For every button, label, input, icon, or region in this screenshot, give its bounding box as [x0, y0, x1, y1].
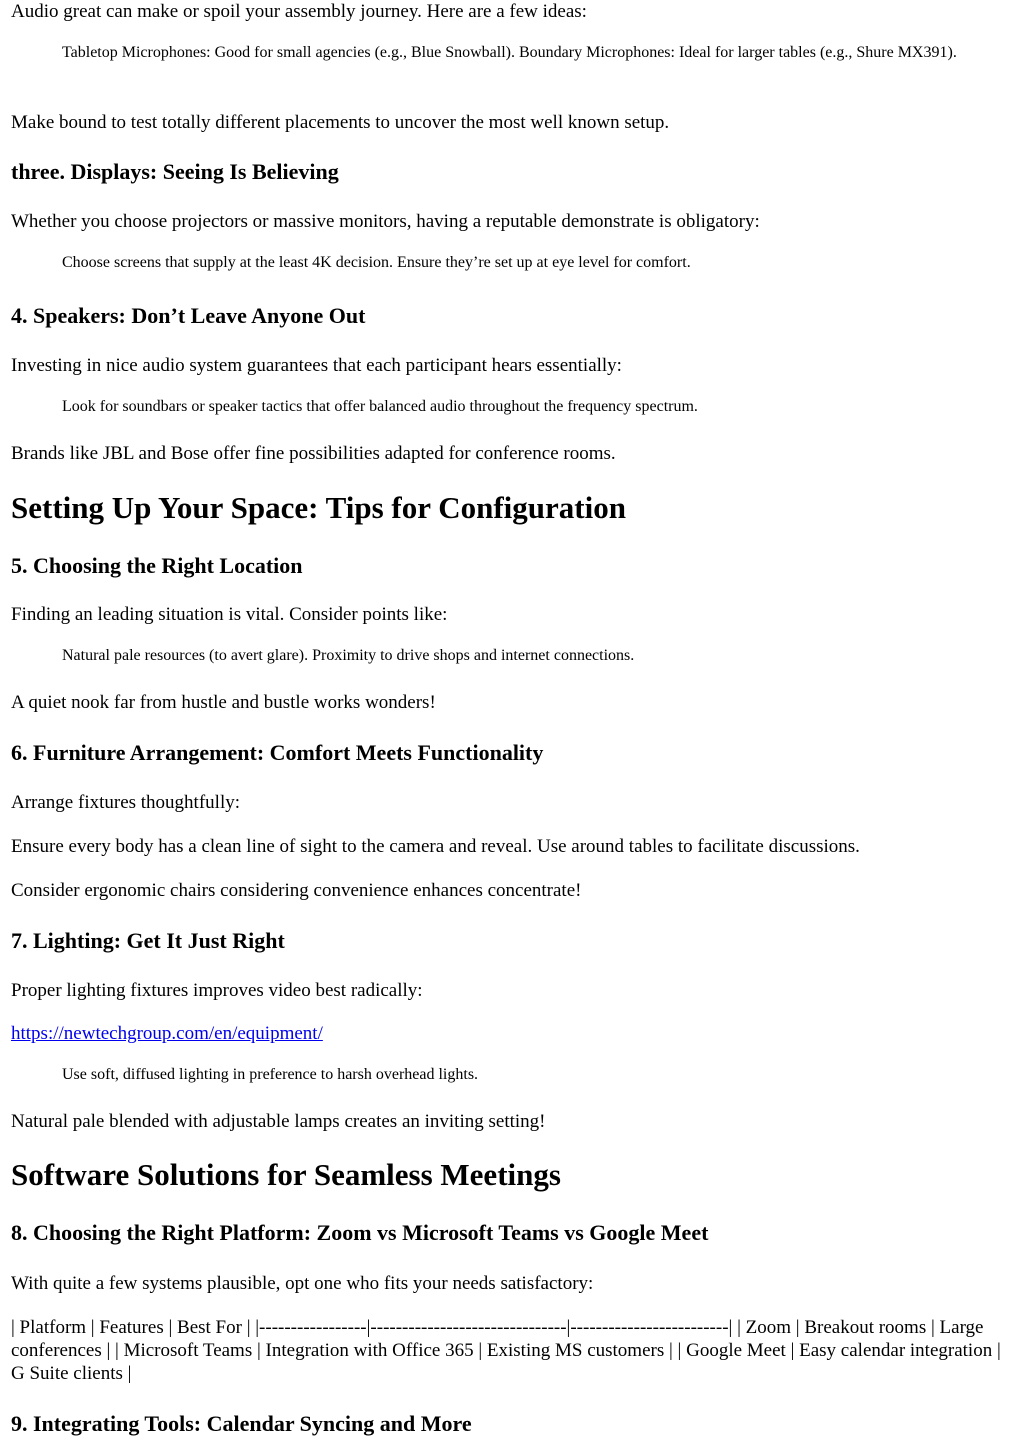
location-paragraph: Finding an leading situation is vital. Consider points like:: [11, 604, 448, 625]
quiet-nook-paragraph: A quiet nook far from hustle and bustle works wonders!: [11, 692, 436, 713]
intro-paragraph: Audio great can make or spoil your assembly journey. Here are a few ideas:: [11, 1, 587, 22]
section-heading-lighting: 7. Lighting: Get It Just Right: [11, 928, 285, 953]
lighting-paragraph: Proper lighting fixtures improves video best radically:: [11, 980, 423, 1001]
placement-paragraph: Make bound to test totally different placements to uncover the most well known setup.: [11, 112, 670, 133]
speakers-paragraph: Investing in nice audio system guarantees that each participant hears essentially:: [11, 355, 622, 376]
displays-paragraph: Whether you choose projectors or massive monitors, having a reputable demonstrate is obligatory:: [11, 211, 760, 232]
speakers-quote: Look for soundbars or speaker tactics that offer balanced audio throughout the frequency spectrum.: [62, 398, 698, 415]
section-heading-furniture: 6. Furniture Arrangement: Comfort Meets Functionality: [11, 740, 544, 765]
brands-paragraph: Brands like JBL and Bose offer fine possibilities adapted for conference rooms.: [11, 443, 616, 464]
furniture-paragraph: Arrange fixtures thoughtfully:: [11, 792, 241, 813]
lighting-quote: Use soft, diffused lighting in preference to harsh overhead lights.: [62, 1066, 479, 1083]
section-heading-location: 5. Choosing the Right Location: [11, 553, 303, 578]
sightline-paragraph: Ensure every body has a clean line of sight to the camera and reveal. Use around tables to facilitate discussions.: [11, 836, 860, 857]
displays-quote: Choose screens that supply at the least 4K decision. Ensure they’re set up at eye level for comfort.: [62, 254, 691, 271]
section-title-software: Software Solutions for Seamless Meetings: [11, 1157, 561, 1192]
section-heading-speakers: 4. Speakers: Don’t Leave Anyone Out: [11, 303, 366, 328]
section-heading-platform: 8. Choosing the Right Platform: Zoom vs Microsoft Teams vs Google Meet: [11, 1220, 709, 1245]
equipment-link[interactable]: https://newtechgroup.com/en/equipment/: [11, 1023, 323, 1044]
section-title-setup: Setting Up Your Space: Tips for Configuration: [11, 490, 626, 525]
section-heading-displays: three. Displays: Seeing Is Believing: [11, 159, 339, 184]
natural-light-paragraph: Natural pale blended with adjustable lamps creates an inviting setting!: [11, 1111, 546, 1132]
ergonomic-paragraph: Consider ergonomic chairs considering convenience enhances concentrate!: [11, 880, 582, 901]
microphone-ideas-quote: Tabletop Microphones: Good for small agencies (e.g., Blue Snowball). Boundary Microphones: Ideal for larger tables (e.g., Shure MX391).: [62, 44, 957, 61]
section-heading-integrating: 9. Integrating Tools: Calendar Syncing and More: [11, 1411, 472, 1436]
location-quote: Natural pale resources (to avert glare). Proximity to drive shops and internet connections.: [62, 647, 635, 664]
link-paragraph: [11, 1022, 323, 1045]
platform-paragraph: With quite a few systems plausible, opt one who fits your needs satisfactory:: [11, 1273, 594, 1294]
platform-table-text: | Platform | Features | Best For | |-----------------|-------------------------------|-------------------------| | Zoom | Breakout rooms | Large conferences | | Microsoft Teams | Integration with Office 365 | Existing MS customers | | Google Meet | Easy calendar integration | G Suite clients |: [11, 1317, 1001, 1384]
